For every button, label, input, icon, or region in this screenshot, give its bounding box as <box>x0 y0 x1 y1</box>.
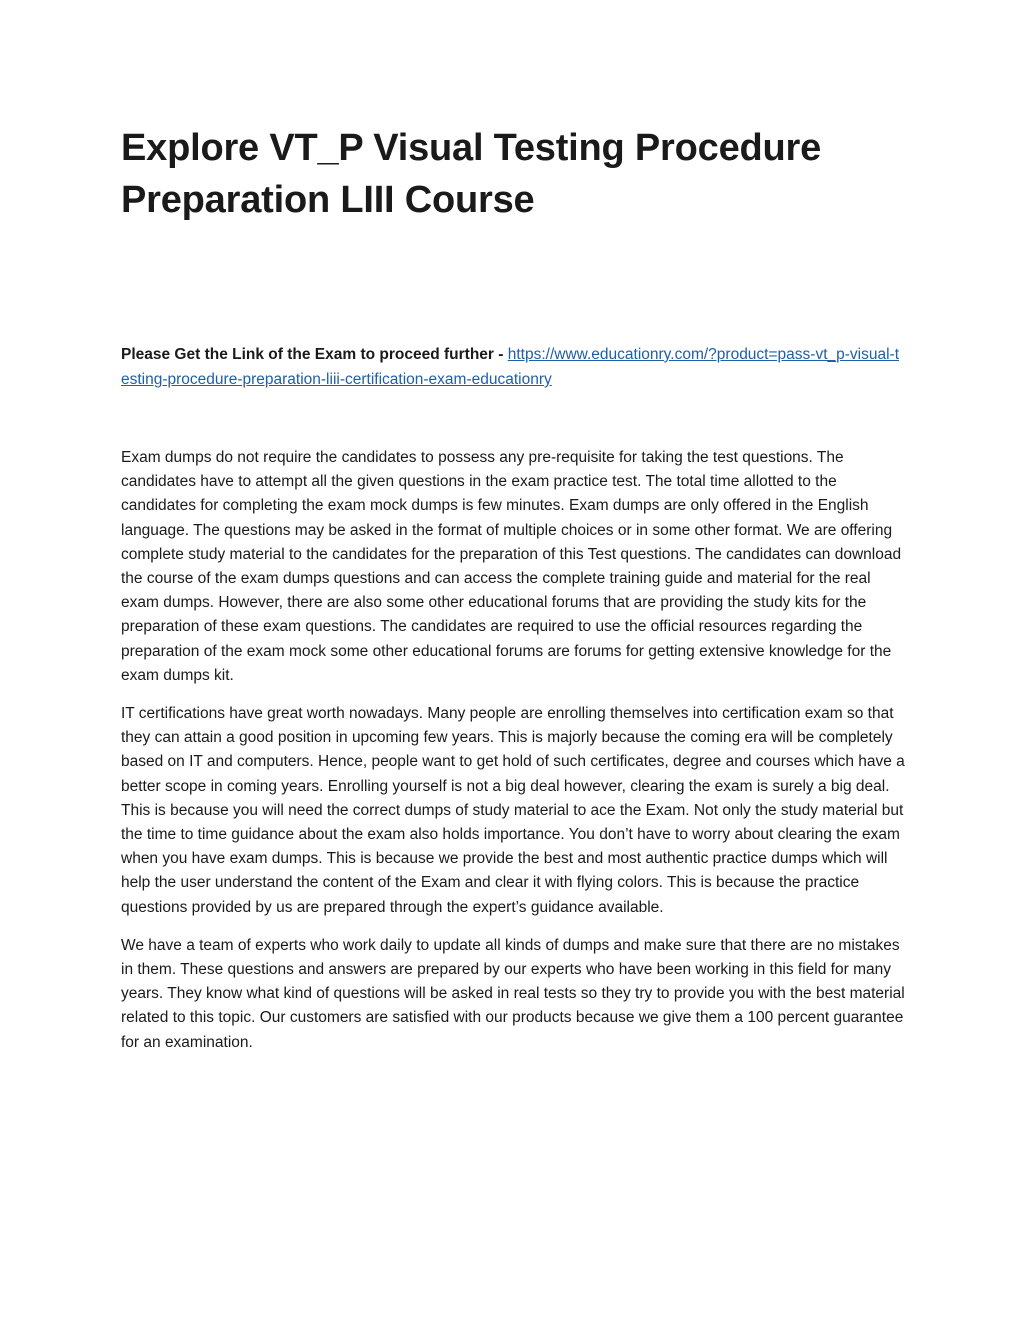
paragraph-3: We have a team of experts who work daily to update all kinds of dumps and make sure that there are no mistakes in them. These questions and answers are prepared by our experts who have been working in this field for many years. They know what kind of questions will be asked in real tests so they try to provide you with the best material related to this topic. Our customers are satisfied with our products because we give them a 100 percent guarantee for an examination. <box>121 936 905 1051</box>
document-body <box>121 446 906 1069</box>
exam-link-label: Please Get the Link of the Exam to proceed further - <box>121 346 508 363</box>
paragraph-1: Exam dumps do not require the candidates to possess any pre-requisite for taking the test questions. The candidates have to attempt all the given questions in the exam practice test. The total time allotted to the candidates for completing the exam mock dumps is few minutes. Exam dumps are only offered in the English language. The questions may be asked in the format of multiple choices or in some other format. We are offering complete study material to the candidates for the preparation of this Test questions. The candidates can download the course of the exam dumps questions and can access the complete training guide and material for the real exam dumps. However, there are also some other educational forums that are providing the study kits for the preparation of these exam questions. The candidates are required to use the official resources regarding the preparation of the exam mock some other educational forums are forums for getting extensive knowledge for the exam dumps kit. <box>121 449 902 684</box>
document-title: Explore VT_P Visual Testing Procedure Preparation LIII Course <box>121 127 822 221</box>
exam-link-block <box>121 342 906 392</box>
paragraph-2: IT certifications have great worth nowadays. Many people are enrolling themselves into certification exam so that they can attain a good position in upcoming few years. This is majorly because the coming era will be completely based on IT and computers. Hence, people want to get hold of such certificates, degree and courses which have a better scope in coming years. Enrolling yourself is not a big deal however, clearing the exam is surely a big deal. This is because you will need the correct dumps of study material to ace the Exam. Not only the study material but the time to time guidance about the exam also holds importance. You don’t have to worry about clearing the exam when you have exam dumps. This is because we provide the best and most authentic practice dumps which will help the user understand the content of the Exam and clear it with flying colors. This is because the practice questions provided by us are prepared through the expert’s guidance available. <box>121 705 905 916</box>
exam-link[interactable]: https://www.educationry.com/?product=pass-vt_p-visual-testing-procedure-preparation-liii-certification-exam-educationry <box>121 346 899 388</box>
